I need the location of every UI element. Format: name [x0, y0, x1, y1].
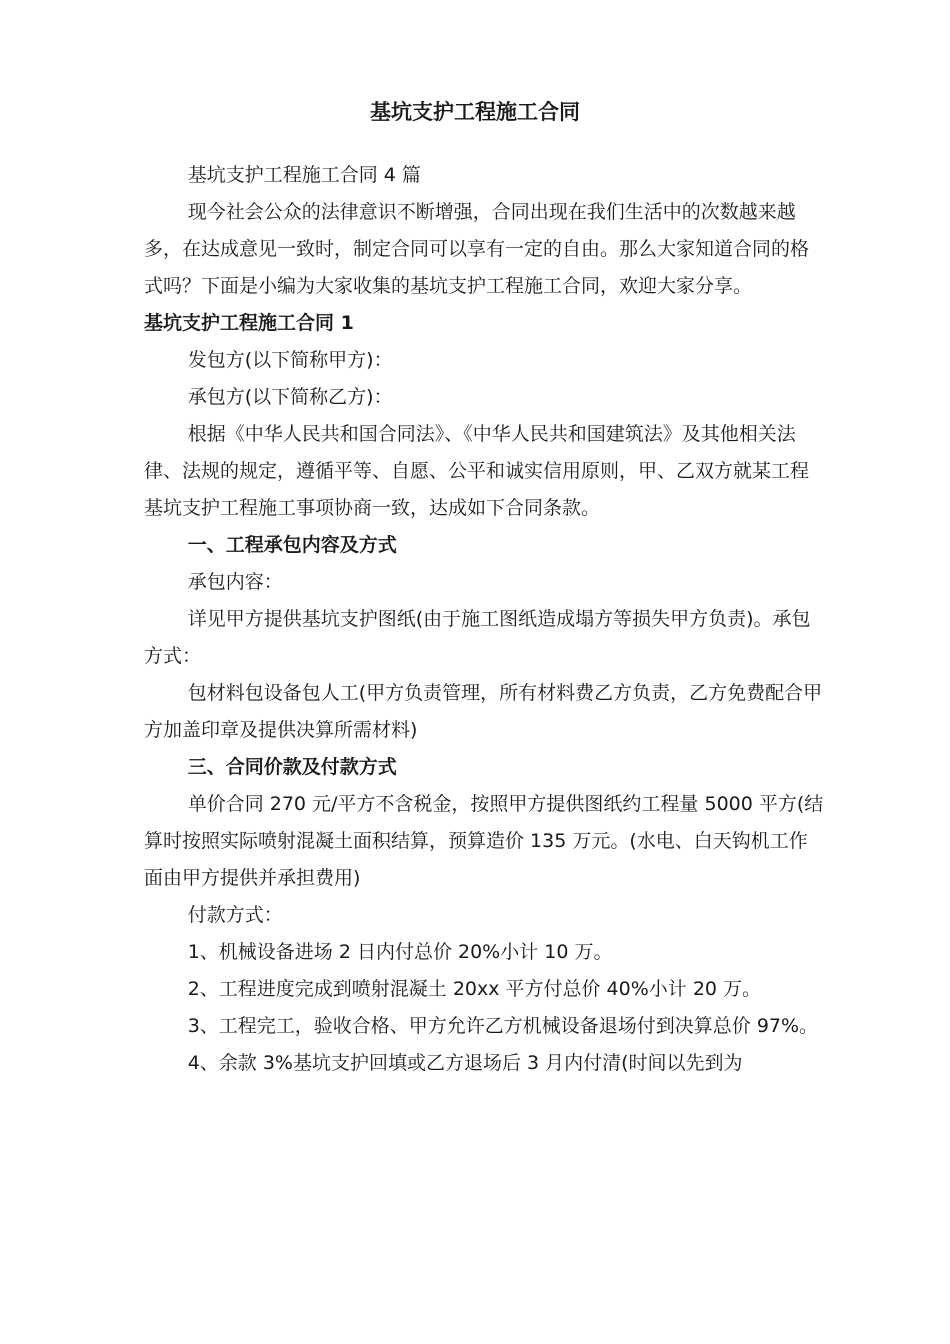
- document-title: 基坑支护工程施工合同: [370, 100, 580, 124]
- scope-detail-paragraph: 详见甲方提供基坑支护图纸(由于施工图纸造成塌方等损失甲方负责)。承包方式：: [144, 608, 811, 667]
- subtitle-paragraph: 基坑支护工程施工合同 4 篇: [187, 164, 421, 186]
- payment-item-4: 4、余款 3%基坑支护回填或乙方退场后 3 月内付清(时间以先到为: [187, 1052, 743, 1074]
- section-heading-scope: 一、工程承包内容及方式: [187, 534, 397, 556]
- section-heading-price: 三、合同价款及付款方式: [187, 756, 397, 778]
- unit-price-paragraph: 单价合同 270 元/平方不含税金，按照甲方提供图纸约工程量 5000 平方(结算时按照实际喷射混凝土面积结算，预算造价 135 万元。(水电、白天钩机工作面由甲方提供并承担费用): [144, 793, 824, 889]
- scope-label: 承包内容：: [187, 571, 283, 593]
- document-body: [144, 157, 824, 1082]
- payment-item-3: 3、工程完工，验收合格、甲方允许乙方机械设备退场付到决算总价 97%。: [187, 1015, 819, 1037]
- payment-item-2: 2、工程进度完成到喷射混凝土 20xx 平方付总价 40%小计 20 万。: [187, 978, 762, 1000]
- party-b-line: 承包方(以下简称乙方)：: [187, 386, 393, 408]
- section-heading-contract-1: 基坑支护工程施工合同 1: [144, 312, 354, 334]
- intro-paragraph: 现今社会公众的法律意识不断增强，合同出现在我们生活中的次数越来越多，在达成意见一致时，制定合同可以享有一定的自由。那么大家知道合同的格式吗？下面是小编为大家收集的基坑支护工程施工合同，欢迎大家分享。: [144, 201, 810, 297]
- contract-mode-paragraph: 包材料包设备包人工(甲方负责管理，所有材料费乙方负责，乙方免费配合甲方加盖印章及提供决算所需材料): [144, 682, 823, 741]
- party-a-line: 发包方(以下简称甲方)：: [187, 349, 393, 371]
- payment-method-label: 付款方式：: [187, 904, 283, 926]
- legal-basis-paragraph: 根据《中华人民共和国合同法》、《中华人民共和国建筑法》及其他相关法律、法规的规定，遵循平等、自愿、公平和诚实信用原则，甲、乙双方就某工程基坑支护工程施工事项协商一致，达成如下合同条款。: [144, 423, 810, 519]
- payment-item-1: 1、机械设备进场 2 日内付总价 20%小计 10 万。: [187, 941, 613, 963]
